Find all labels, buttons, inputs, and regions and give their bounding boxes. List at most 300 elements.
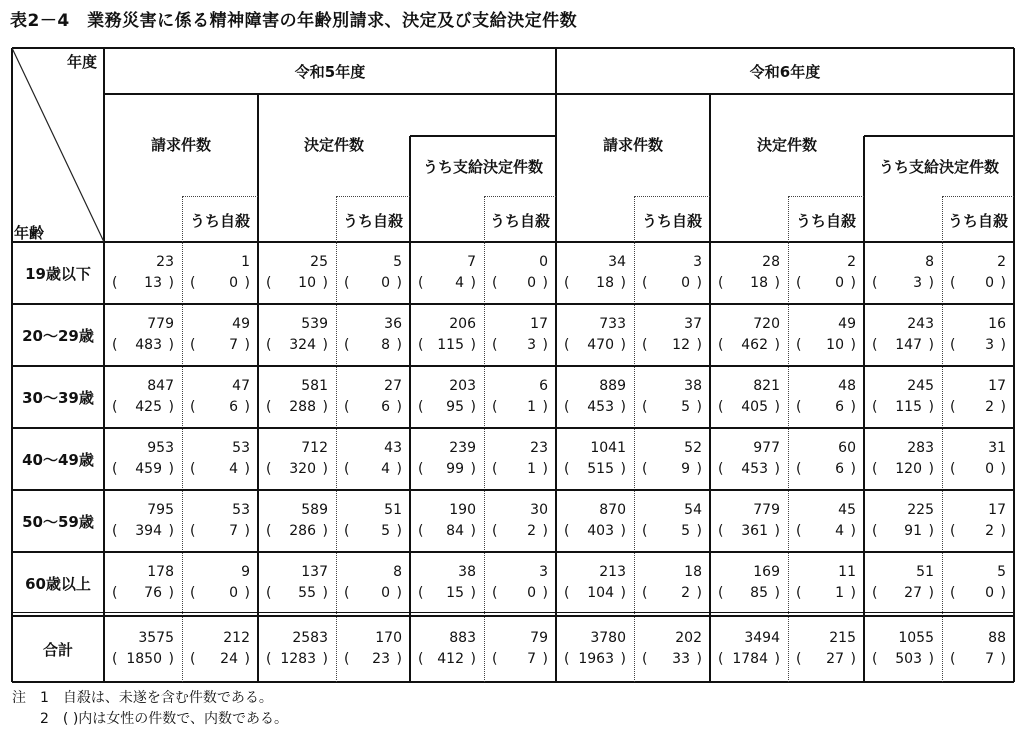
cell-female-value: 23 bbox=[372, 651, 390, 667]
paren-close: ) bbox=[1000, 585, 1006, 601]
paren-open: ( bbox=[266, 399, 272, 415]
table-cell bbox=[640, 254, 702, 292]
col-approved-r5: うち支給決定件数 bbox=[422, 157, 543, 176]
paren-close: ) bbox=[470, 275, 476, 291]
paren-open: ( bbox=[492, 399, 498, 415]
paren-open: ( bbox=[718, 585, 724, 601]
table-title: 表2－4 業務災害に係る精神障害の年齢別請求、決定及び支給決定件数 bbox=[10, 11, 578, 31]
cell-value: 2 bbox=[847, 254, 856, 270]
cell-value: 37 bbox=[684, 316, 702, 332]
cell-value: 283 bbox=[907, 440, 934, 456]
paren-open: ( bbox=[872, 399, 878, 415]
paren-close: ) bbox=[774, 399, 780, 415]
table-cell bbox=[342, 564, 402, 602]
paren-open: ( bbox=[418, 585, 424, 601]
paren-open: ( bbox=[642, 461, 648, 477]
cell-female-value: 1 bbox=[527, 399, 536, 415]
cell-female-value: 27 bbox=[904, 585, 922, 601]
cell-female-value: 4 bbox=[381, 461, 390, 477]
cell-value: 581 bbox=[301, 378, 328, 394]
col-claims-r5: 請求件数 bbox=[150, 135, 211, 154]
paren-close: ) bbox=[396, 275, 402, 291]
cell-value: 953 bbox=[147, 440, 174, 456]
paren-close: ) bbox=[542, 523, 548, 539]
paren-open: ( bbox=[718, 651, 724, 667]
paren-open: ( bbox=[796, 585, 802, 601]
table-cell bbox=[870, 564, 934, 602]
cell-value: 17 bbox=[988, 378, 1006, 394]
cell-female-value: 4 bbox=[229, 461, 238, 477]
paren-open: ( bbox=[642, 651, 648, 667]
cell-female-value: 2 bbox=[527, 523, 536, 539]
rule-v bbox=[257, 94, 259, 682]
cell-value: 27 bbox=[384, 378, 402, 394]
table-cell bbox=[640, 502, 702, 540]
total-rule-upper bbox=[12, 612, 1014, 614]
row-label: 20～29歳 bbox=[22, 326, 94, 345]
note-1: 注 1 自殺は、未遂を含む件数である。 bbox=[12, 690, 273, 706]
cell-female-value: 24 bbox=[220, 651, 238, 667]
paren-open: ( bbox=[564, 275, 570, 291]
cell-value: 48 bbox=[838, 378, 856, 394]
row-rule bbox=[12, 303, 1014, 305]
cell-value: 225 bbox=[907, 502, 934, 518]
cell-value: 3575 bbox=[138, 630, 174, 646]
paren-open: ( bbox=[418, 275, 424, 291]
paren-close: ) bbox=[542, 337, 548, 353]
paren-close: ) bbox=[396, 337, 402, 353]
table-cell bbox=[188, 564, 250, 602]
cell-female-value: 5 bbox=[681, 523, 690, 539]
table-cell bbox=[264, 378, 328, 416]
cell-female-value: 0 bbox=[985, 585, 994, 601]
total-cell bbox=[188, 630, 250, 668]
paren-open: ( bbox=[344, 651, 350, 667]
cell-female-value: 27 bbox=[826, 651, 844, 667]
paren-open: ( bbox=[872, 275, 878, 291]
cell-value: 49 bbox=[838, 316, 856, 332]
paren-open: ( bbox=[266, 651, 272, 667]
table-cell bbox=[416, 254, 476, 292]
paren-close: ) bbox=[850, 461, 856, 477]
row-label: 60歳以上 bbox=[25, 574, 91, 593]
cell-value: 53 bbox=[232, 440, 250, 456]
cell-female-value: 115 bbox=[437, 337, 464, 353]
paren-close: ) bbox=[470, 651, 476, 667]
paren-close: ) bbox=[1000, 337, 1006, 353]
paren-close: ) bbox=[396, 461, 402, 477]
paren-open: ( bbox=[266, 523, 272, 539]
paren-close: ) bbox=[928, 585, 934, 601]
cell-value: 712 bbox=[301, 440, 328, 456]
table-cell bbox=[716, 254, 780, 292]
cell-female-value: 515 bbox=[587, 461, 614, 477]
total-cell bbox=[948, 630, 1006, 668]
cell-female-value: 85 bbox=[750, 585, 768, 601]
paren-close: ) bbox=[396, 651, 402, 667]
cell-value: 870 bbox=[599, 502, 626, 518]
paren-close: ) bbox=[696, 275, 702, 291]
table-cell bbox=[870, 378, 934, 416]
table-cell bbox=[110, 564, 174, 602]
cell-female-value: 15 bbox=[446, 585, 464, 601]
cell-value: 137 bbox=[301, 564, 328, 580]
paren-close: ) bbox=[396, 523, 402, 539]
cell-value: 25 bbox=[310, 254, 328, 270]
paren-open: ( bbox=[344, 523, 350, 539]
table-cell bbox=[342, 502, 402, 540]
cell-female-value: 394 bbox=[135, 523, 162, 539]
paren-close: ) bbox=[696, 461, 702, 477]
paren-open: ( bbox=[564, 399, 570, 415]
paren-close: ) bbox=[774, 337, 780, 353]
cell-female-value: 0 bbox=[229, 275, 238, 291]
cell-female-value: 453 bbox=[587, 399, 614, 415]
table-cell bbox=[640, 378, 702, 416]
period-header-r6: 令和6年度 bbox=[749, 62, 821, 81]
paren-close: ) bbox=[168, 275, 174, 291]
cell-value: 51 bbox=[384, 502, 402, 518]
paren-close: ) bbox=[1000, 651, 1006, 667]
paren-close: ) bbox=[470, 461, 476, 477]
cell-female-value: 4 bbox=[835, 523, 844, 539]
paren-close: ) bbox=[168, 523, 174, 539]
cell-value: 79 bbox=[530, 630, 548, 646]
table-cell bbox=[870, 316, 934, 354]
rule-dotted-h bbox=[182, 196, 258, 197]
rule-dotted-h bbox=[634, 196, 710, 197]
row-label: 40～49歳 bbox=[22, 450, 94, 469]
cell-value: 36 bbox=[384, 316, 402, 332]
paren-open: ( bbox=[950, 585, 956, 601]
cell-female-value: 453 bbox=[741, 461, 768, 477]
table-cell bbox=[490, 502, 548, 540]
cell-female-value: 4 bbox=[455, 275, 464, 291]
rule-dotted-v bbox=[336, 196, 337, 682]
rule-h bbox=[864, 135, 1014, 137]
table-cell bbox=[562, 378, 626, 416]
paren-open: ( bbox=[266, 461, 272, 477]
paren-open: ( bbox=[564, 523, 570, 539]
paren-close: ) bbox=[1000, 275, 1006, 291]
cell-female-value: 10 bbox=[826, 337, 844, 353]
cell-female-value: 425 bbox=[135, 399, 162, 415]
rule-dotted-h bbox=[336, 196, 410, 197]
cell-value: 17 bbox=[530, 316, 548, 332]
paren-open: ( bbox=[492, 585, 498, 601]
cell-female-value: 120 bbox=[895, 461, 922, 477]
paren-open: ( bbox=[642, 275, 648, 291]
rule-v bbox=[709, 94, 711, 682]
table-cell bbox=[640, 440, 702, 478]
cell-value: 60 bbox=[838, 440, 856, 456]
total-cell bbox=[416, 630, 476, 668]
paren-open: ( bbox=[266, 337, 272, 353]
total-cell bbox=[110, 630, 174, 668]
paren-close: ) bbox=[850, 651, 856, 667]
cell-female-value: 6 bbox=[835, 461, 844, 477]
cell-value: 8 bbox=[925, 254, 934, 270]
cell-female-value: 324 bbox=[289, 337, 316, 353]
paren-open: ( bbox=[190, 651, 196, 667]
paren-close: ) bbox=[850, 337, 856, 353]
cell-value: 8 bbox=[393, 564, 402, 580]
paren-open: ( bbox=[642, 523, 648, 539]
col-suicide-r5: うち自殺 bbox=[342, 211, 403, 230]
paren-open: ( bbox=[872, 651, 878, 667]
cell-value: 720 bbox=[753, 316, 780, 332]
paren-open: ( bbox=[872, 523, 878, 539]
paren-open: ( bbox=[112, 275, 118, 291]
paren-open: ( bbox=[642, 399, 648, 415]
paren-close: ) bbox=[928, 651, 934, 667]
table-cell bbox=[342, 254, 402, 292]
rule-dotted-v bbox=[788, 196, 789, 682]
paren-open: ( bbox=[796, 275, 802, 291]
paren-close: ) bbox=[244, 275, 250, 291]
col-suicide-r5: うち自殺 bbox=[489, 211, 550, 230]
paren-open: ( bbox=[642, 337, 648, 353]
corner-age-label: 年齢 bbox=[14, 224, 45, 242]
table-cell bbox=[490, 254, 548, 292]
table-cell bbox=[416, 502, 476, 540]
table-cell bbox=[264, 440, 328, 478]
cell-value: 11 bbox=[838, 564, 856, 580]
paren-open: ( bbox=[112, 523, 118, 539]
table-cell bbox=[416, 378, 476, 416]
table-cell bbox=[490, 316, 548, 354]
cell-value: 3494 bbox=[744, 630, 780, 646]
cell-value: 88 bbox=[988, 630, 1006, 646]
cell-female-value: 5 bbox=[681, 399, 690, 415]
table-cell bbox=[264, 564, 328, 602]
cell-value: 3 bbox=[693, 254, 702, 270]
paren-close: ) bbox=[620, 523, 626, 539]
table-cell bbox=[490, 440, 548, 478]
row-rule bbox=[12, 427, 1014, 429]
cell-value: 190 bbox=[449, 502, 476, 518]
paren-close: ) bbox=[470, 399, 476, 415]
table-cell bbox=[870, 254, 934, 292]
cell-female-value: 2 bbox=[681, 585, 690, 601]
rule-dotted-h bbox=[484, 196, 556, 197]
cell-female-value: 91 bbox=[904, 523, 922, 539]
table-cell bbox=[110, 316, 174, 354]
cell-value: 883 bbox=[449, 630, 476, 646]
paren-open: ( bbox=[418, 523, 424, 539]
cell-value: 6 bbox=[539, 378, 548, 394]
col-suicide-r6: うち自殺 bbox=[795, 211, 856, 230]
cell-female-value: 12 bbox=[672, 337, 690, 353]
cell-value: 23 bbox=[156, 254, 174, 270]
paren-close: ) bbox=[322, 651, 328, 667]
cell-female-value: 7 bbox=[985, 651, 994, 667]
paren-close: ) bbox=[542, 399, 548, 415]
rule-h bbox=[410, 135, 556, 137]
paren-close: ) bbox=[850, 523, 856, 539]
cell-female-value: 5 bbox=[381, 523, 390, 539]
cell-value: 5 bbox=[393, 254, 402, 270]
header-bottom-rule bbox=[12, 241, 1014, 243]
paren-open: ( bbox=[112, 651, 118, 667]
corner-year-label: 年度 bbox=[67, 53, 98, 71]
cell-value: 169 bbox=[753, 564, 780, 580]
paren-open: ( bbox=[190, 523, 196, 539]
paren-close: ) bbox=[470, 337, 476, 353]
cell-value: 1 bbox=[241, 254, 250, 270]
cell-value: 53 bbox=[232, 502, 250, 518]
cell-value: 0 bbox=[539, 254, 548, 270]
cell-female-value: 95 bbox=[446, 399, 464, 415]
paren-open: ( bbox=[796, 651, 802, 667]
table-cell bbox=[490, 564, 548, 602]
cell-female-value: 7 bbox=[229, 337, 238, 353]
cell-female-value: 470 bbox=[587, 337, 614, 353]
table-cell bbox=[110, 440, 174, 478]
paren-close: ) bbox=[244, 585, 250, 601]
paren-close: ) bbox=[774, 461, 780, 477]
table-cell bbox=[188, 502, 250, 540]
cell-value: 17 bbox=[988, 502, 1006, 518]
cell-female-value: 1784 bbox=[732, 651, 768, 667]
paren-open: ( bbox=[796, 523, 802, 539]
cell-value: 213 bbox=[599, 564, 626, 580]
total-rule-lower bbox=[12, 615, 1014, 617]
table-cell bbox=[188, 378, 250, 416]
cell-value: 178 bbox=[147, 564, 174, 580]
cell-value: 589 bbox=[301, 502, 328, 518]
paren-open: ( bbox=[112, 337, 118, 353]
table-cell bbox=[948, 316, 1006, 354]
cell-female-value: 9 bbox=[681, 461, 690, 477]
cell-value: 215 bbox=[829, 630, 856, 646]
cell-female-value: 0 bbox=[681, 275, 690, 291]
table-cell bbox=[948, 440, 1006, 478]
cell-value: 28 bbox=[762, 254, 780, 270]
paren-close: ) bbox=[928, 461, 934, 477]
cell-female-value: 84 bbox=[446, 523, 464, 539]
paren-close: ) bbox=[542, 651, 548, 667]
cell-female-value: 2 bbox=[985, 399, 994, 415]
paren-close: ) bbox=[244, 399, 250, 415]
table-cell bbox=[716, 502, 780, 540]
cell-value: 1041 bbox=[590, 440, 626, 456]
cell-value: 212 bbox=[223, 630, 250, 646]
table-cell bbox=[794, 502, 856, 540]
cell-value: 821 bbox=[753, 378, 780, 394]
paren-close: ) bbox=[470, 585, 476, 601]
paren-close: ) bbox=[322, 337, 328, 353]
cell-value: 51 bbox=[916, 564, 934, 580]
cell-value: 202 bbox=[675, 630, 702, 646]
cell-female-value: 3 bbox=[913, 275, 922, 291]
total-cell bbox=[490, 630, 548, 668]
cell-female-value: 6 bbox=[835, 399, 844, 415]
cell-female-value: 462 bbox=[741, 337, 768, 353]
cell-value: 18 bbox=[684, 564, 702, 580]
col-suicide-r5: うち自殺 bbox=[189, 211, 250, 230]
row-rule bbox=[12, 551, 1014, 553]
cell-value: 45 bbox=[838, 502, 856, 518]
cell-value: 49 bbox=[232, 316, 250, 332]
paren-open: ( bbox=[950, 275, 956, 291]
total-cell bbox=[870, 630, 934, 668]
paren-close: ) bbox=[244, 337, 250, 353]
paren-open: ( bbox=[112, 399, 118, 415]
paren-close: ) bbox=[168, 399, 174, 415]
cell-value: 779 bbox=[753, 502, 780, 518]
cell-value: 16 bbox=[988, 316, 1006, 332]
paren-open: ( bbox=[266, 275, 272, 291]
cell-value: 52 bbox=[684, 440, 702, 456]
paren-open: ( bbox=[190, 399, 196, 415]
cell-value: 170 bbox=[375, 630, 402, 646]
cell-value: 30 bbox=[530, 502, 548, 518]
cell-female-value: 2 bbox=[985, 523, 994, 539]
row-rule bbox=[12, 365, 1014, 367]
table-cell bbox=[562, 564, 626, 602]
table-cell bbox=[640, 564, 702, 602]
paren-open: ( bbox=[950, 461, 956, 477]
cell-value: 977 bbox=[753, 440, 780, 456]
note-2: 2 ( )内は女性の件数で、内数である。 bbox=[12, 711, 289, 727]
cell-female-value: 99 bbox=[446, 461, 464, 477]
cell-value: 539 bbox=[301, 316, 328, 332]
cell-female-value: 0 bbox=[985, 461, 994, 477]
paren-open: ( bbox=[190, 337, 196, 353]
table-cell bbox=[110, 502, 174, 540]
paren-open: ( bbox=[492, 275, 498, 291]
table-cell bbox=[948, 564, 1006, 602]
paren-close: ) bbox=[542, 275, 548, 291]
paren-open: ( bbox=[718, 399, 724, 415]
total-cell bbox=[794, 630, 856, 668]
paren-open: ( bbox=[492, 523, 498, 539]
table-cell bbox=[562, 440, 626, 478]
table-cell bbox=[416, 440, 476, 478]
paren-open: ( bbox=[950, 523, 956, 539]
table-cell bbox=[264, 254, 328, 292]
cell-value: 3780 bbox=[590, 630, 626, 646]
col-suicide-r6: うち自殺 bbox=[641, 211, 702, 230]
cell-female-value: 320 bbox=[289, 461, 316, 477]
paren-close: ) bbox=[168, 337, 174, 353]
cell-female-value: 3 bbox=[985, 337, 994, 353]
cell-value: 795 bbox=[147, 502, 174, 518]
paren-open: ( bbox=[344, 461, 350, 477]
cell-female-value: 76 bbox=[144, 585, 162, 601]
table-cell bbox=[716, 440, 780, 478]
cell-female-value: 412 bbox=[437, 651, 464, 667]
cell-female-value: 10 bbox=[298, 275, 316, 291]
paren-close: ) bbox=[928, 275, 934, 291]
paren-open: ( bbox=[344, 337, 350, 353]
total-cell bbox=[342, 630, 402, 668]
cell-female-value: 1283 bbox=[280, 651, 316, 667]
cell-female-value: 3 bbox=[527, 337, 536, 353]
paren-open: ( bbox=[796, 399, 802, 415]
cell-female-value: 1963 bbox=[578, 651, 614, 667]
rule-dotted-v bbox=[942, 196, 943, 682]
paren-close: ) bbox=[396, 585, 402, 601]
cell-female-value: 8 bbox=[381, 337, 390, 353]
paren-close: ) bbox=[696, 585, 702, 601]
cell-female-value: 18 bbox=[750, 275, 768, 291]
cell-value: 47 bbox=[232, 378, 250, 394]
table-cell bbox=[870, 502, 934, 540]
paren-open: ( bbox=[796, 337, 802, 353]
table-cell bbox=[342, 440, 402, 478]
